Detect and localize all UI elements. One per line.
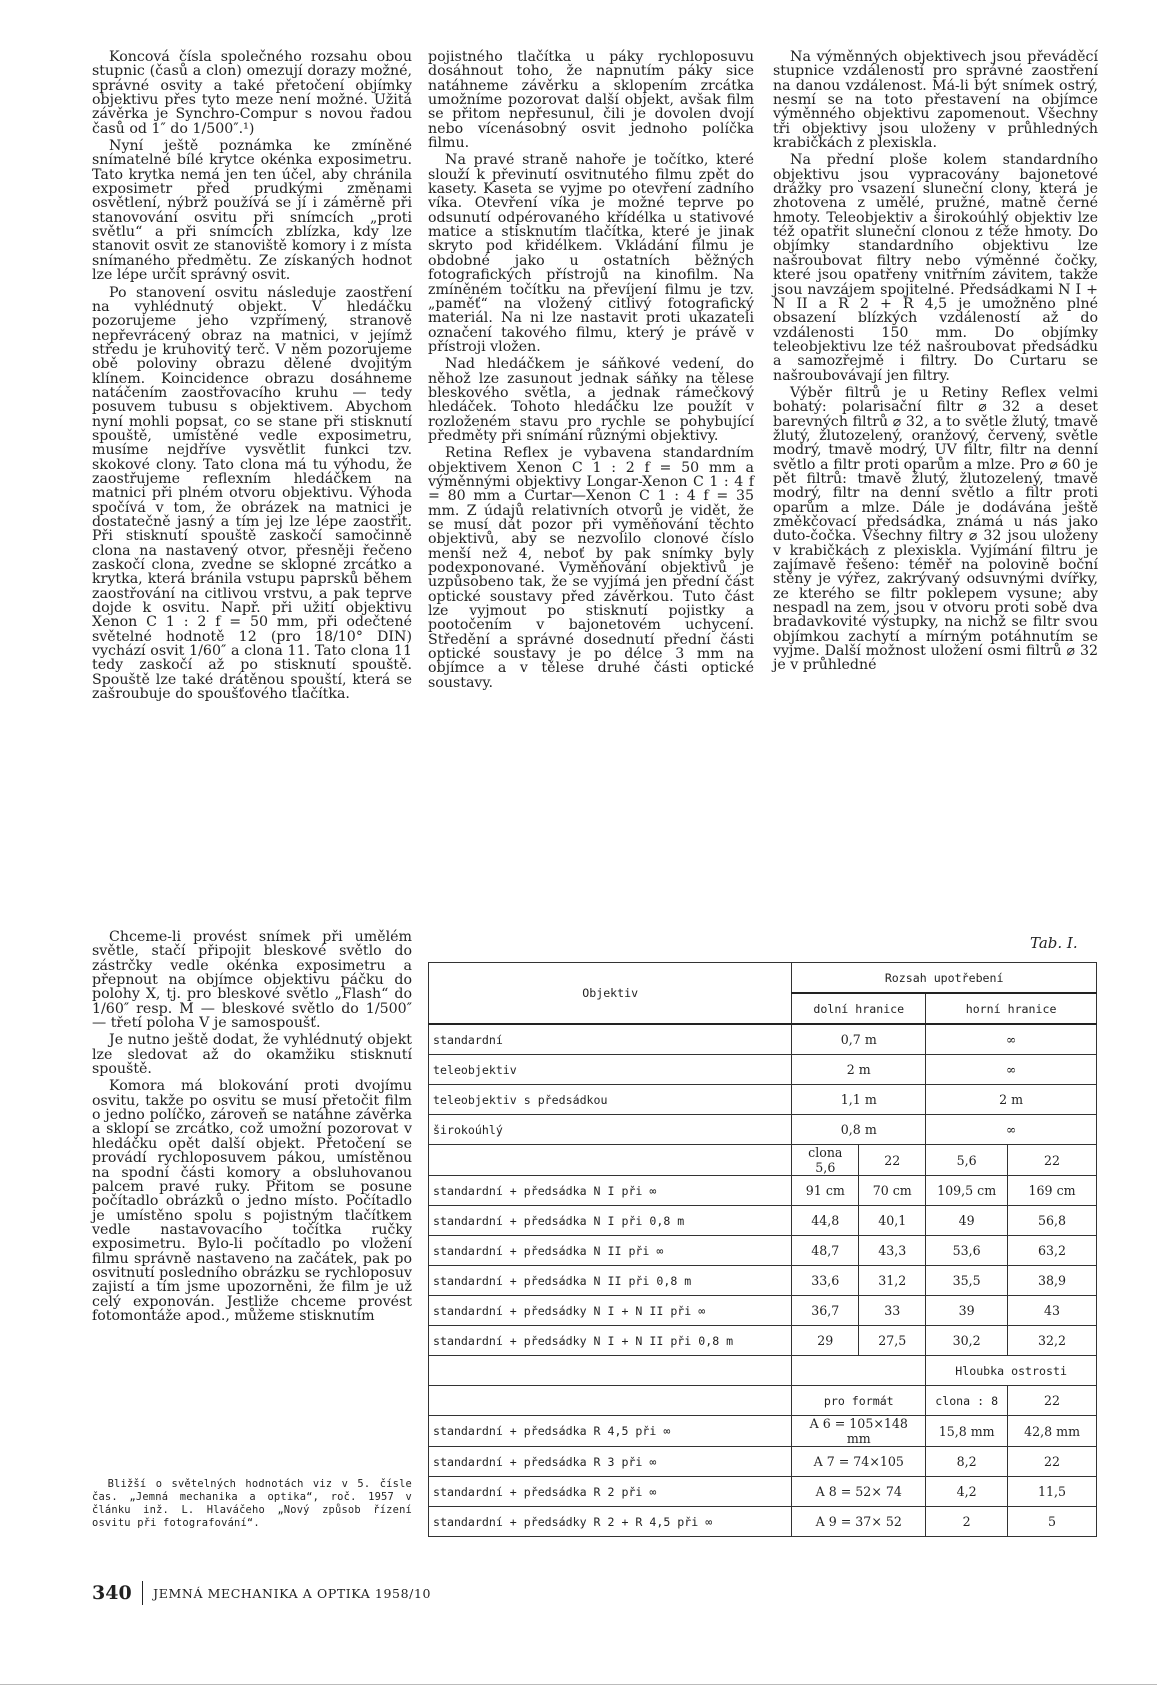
cell: 5,6 — [926, 1145, 1008, 1176]
cell: 53,6 — [926, 1236, 1008, 1266]
cell: 31,2 — [859, 1266, 926, 1296]
row-name: standardní + předsádka R 3 při ∞ — [429, 1447, 792, 1477]
cell: 56,8 — [1008, 1206, 1097, 1236]
paragraph: Nad hledáčkem je sáňkové vedení, do něhož lze zasunout jednak sáňky na tělese bleskového světla, a jednak rámečkový hledáček. Tohoto hledáčku lze použít v rozloženém stavu pro rychle se pohybující předměty při snímání různými objektivy. — [428, 356, 754, 444]
header-22: 22 — [1008, 1386, 1097, 1416]
cell: 2 — [926, 1507, 1008, 1537]
paragraph: Na přední ploše kolem standardního objektivu jsou vypracovány bajonetové drážky pro vsazení sluneční clony, která je zhotovena z umělé, pružné, matně černé hmoty. Teleobjektiv a širokoúhlý objektiv lze též opatřit sluneční clonou z téže hmoty. Do objímky standardního objektivu lze našroubovat filtry nebo výměnné čočky, které jsou opatřeny vnitřním závitem, takže jsou navzájem spojitelné. Předsádkami N I + N II a R 2 + R 4,5 je umožněno plné obsazení blízkých vzdáleností až do vzdálenosti 150 mm. Do objímky teleobjektivu lze též našroubovat předsádku a samozřejmě i filtry. Do Curtaru se našroubovávají jen filtry. — [773, 152, 1098, 384]
footnote-text: Bližší o světelných hodnotách viz v 5. čísle čas. „Jemná mechanika a optika“, roč. 1957 v článku inž. L. Hlaváčeho „Nový způsob řízení osvitu při fotografování“. — [92, 1478, 412, 1529]
table-subheader-row — [429, 1356, 1097, 1386]
cell: 33 — [859, 1296, 926, 1326]
cell: 11,5 — [1008, 1477, 1097, 1507]
row-name: standardní + předsádka N II při 0,8 m — [429, 1266, 792, 1296]
cell: 0,7 m — [792, 1024, 926, 1055]
cell: 4,2 — [926, 1477, 1008, 1507]
cell: 8,2 — [926, 1447, 1008, 1477]
cell: 30,2 — [926, 1326, 1008, 1356]
cell: 2 m — [792, 1055, 926, 1085]
row-name: standardní + předsádka R 4,5 při ∞ — [429, 1416, 792, 1447]
paragraph: Chceme-li provést snímek při umělém světle, stačí připojit bleskové světlo do zástrčky vedle okénka exposimetru a přepnout na objímce objektivu páčku do polohy X, tj. pro bleskové světlo „Flash“ do 1/60″ resp. M — bleskové světlo do 1/500″ — třetí poloha V je samospoušť. — [92, 929, 412, 1032]
cell: 33,6 — [792, 1266, 859, 1296]
cell: 0,8 m — [792, 1115, 926, 1145]
footnote — [92, 1478, 412, 1530]
cell: ∞ — [926, 1055, 1097, 1085]
cell: ∞ — [926, 1115, 1097, 1145]
cell: 109,5 cm — [926, 1176, 1008, 1206]
cell: 169 cm — [1008, 1176, 1097, 1206]
table-row — [429, 1085, 1097, 1115]
header-clona8: clona : 8 — [926, 1386, 1008, 1416]
table-row — [429, 1477, 1097, 1507]
text-column-middle — [428, 50, 754, 690]
header-proformat: pro formát — [792, 1386, 926, 1416]
cell: A 7 = 74×105 — [792, 1447, 926, 1477]
table-row — [429, 1296, 1097, 1326]
cell: 5 — [1008, 1507, 1097, 1537]
row-name: teleobjektiv — [429, 1055, 792, 1085]
row-name: standardní + předsádka N II při ∞ — [429, 1236, 792, 1266]
cell: 44,8 — [792, 1206, 859, 1236]
paragraph: Výběr filtrů je u Retiny Reflex velmi bohatý: polarisační filtr ⌀ 32 a deset barevných filtrů ⌀ 32, a to světle žlutý, tmavě žlutý, žlutozelený, oranžový, červený, světle modrý, tmavě modrý, UV filtr, filtr na denní světlo a filtr proti oparům a mlze. Pro ⌀ 60 je pět filtrů: tmavě žlutý, žlutozelený, tmavě modrý, filtr na denní světlo a filtr proti oparům a mlze. Dále je dodávána ještě změkčovací předsádka, známá u nás jako duto-čočka. Všechny filtry ⌀ 32 jsou uloženy v krabičkách z plexiskla. Vyjímání filtru je zajímavě řešeno: téměř na polovině boční stěny je výřez, zakrývaný odsuvnými dvířky, ze kterého se filtr poklepem vysune; aby nespadl na zem, jsou v otvoru proti sobě dva bradavkovité výstupky, na nichž se filtr svou objímkou zachytí a mírným potáhnutím se vyjme. Další možnost uložení osmi filtrů ⌀ 32 je v průhledné — [773, 384, 1098, 674]
table-label: Tab. I. — [1030, 934, 1078, 952]
cell: 40,1 — [859, 1206, 926, 1236]
row-name: standardní + předsádky R 2 + R 4,5 při ∞ — [429, 1507, 792, 1537]
cell: 42,8 mm — [1008, 1416, 1097, 1447]
page-number: 340 — [92, 1582, 132, 1604]
header-dolni: dolní hranice — [792, 993, 926, 1024]
paragraph: Na pravé straně nahoře je točítko, které slouží k převinutí osvitnutého filmu zpět do kasety. Kaseta se vyjme po otevření zadního víka. Otevření víka je možné teprve po odsunutí odpérovaného křídélka u stativové matice a stisknutím tlačítka, které je jinak skryto pod křidélkem. Vkládání filmu je obdobné jako u ostatních běžných fotografických přístrojů na kinofilm. Na zmíněném točítku na převíjení filmu je tzv. „paměť“ na vložený citlivý fotografický materiál. Na ni lze nastavit proti ukazateli označení takového filmu, který je právě v přístroji vložen. — [428, 152, 754, 355]
cell: A 8 = 52× 74 — [792, 1477, 926, 1507]
table-row — [429, 1176, 1097, 1206]
cell: 22 — [1008, 1145, 1097, 1176]
row-name: teleobjektiv s předsádkou — [429, 1085, 792, 1115]
table-row — [429, 1115, 1097, 1145]
paragraph: Po stanovení osvitu následuje zaostření na vyhlédnutý objekt. V hledáčku pozorujeme jeho vzpřímený, stranově nepřevrácený obraz na matnici, v jejímž středu je kruhovitý terč. V něm pozorujeme obě poloviny obrazu dělené dvojitým klínem. Koincidence obrazu dosáhneme natáčením zaostřovacího kruhu — tedy posuvem tubusu s objektivem. Abychom nyní mohli popsat, co se stane při stisknutí spouště, umístěné vedle exposimetru, musíme nejdříve vysvětlit funkci tzv. skokové clony. Tato clona má tu výhodu, že zaostřujeme reflexním hledáčkem na matnici při plném otvoru objektivu. Výhoda spočívá v tom, že obrázek na matnici je dostatečně jasný a tím jej lze lépe zaostřit. Při stisknutí spouště zaskočí samočinně clona na nastavený otvor, přesněji řečeno zaskočí clona, zvedne se sklopné zrcátko a krytka, která bránila vstupu paprsků během zaostřování na citlivou vrstvu, a pak teprve dojde k osvitu. Např. při užití objektivu Xenon C 1 : 2 f = 50 mm, při odečtené světelné hodnotě 12 (pro 18/10° DIN) vychází osvit 1/60″ a clona 11. Tato clona 11 tedy zaskočí až po stisknutí spouště. Spouště lze také drátěnou spouští, která se zašroubuje do spoušťového tlačítka. — [92, 284, 412, 703]
table-row — [429, 1206, 1097, 1236]
page-footer — [92, 1579, 792, 1607]
row-name: standardní + předsádky N I + N II při ∞ — [429, 1296, 792, 1326]
paragraph: Retina Reflex je vybavena standardním objektivem Xenon C 1 : 2 f = 50 mm a výměnnými objektivy Longar-Xenon C 1 : 4 f = 80 mm a Curtar—Xenon C 1 : 4 f = 35 mm. Z údajů relativních otvorů je vidět, že se musí dát pozor při vyměňování těchto objektivů, aby se nezvolilo clonové číslo menší než 4, neboť by pak snímky byly podexponované. Vyměňování objektivů je uzpůsobeno tak, že se vyjímá jen přední část optické soustavy před závěrkou. Tuto část lze vyjmout po stisknutí pojistky a pootočením v bajonetovém uchycení. Středění a správné dosednutí přední části optické soustavy je po délce 3 mm na objímce a v tělese druhé části optické soustavy. — [428, 445, 754, 691]
row-name: standardní + předsádky N I + N II při 0,8 m — [429, 1326, 792, 1356]
paragraph: Na výměnných objektivech jsou převáděcí stupnice vzdáleností pro správné zaostření na danou vzdálenost. Má-li být snímek ostrý, nesmí se na toto přestavení na objímce výměnného objektivu zapomenout. Všechny tři objektivy jsou uloženy v průhledných krabičkách z plexiskla. — [773, 49, 1098, 152]
cell: ∞ — [926, 1024, 1097, 1055]
cell: 43,3 — [859, 1236, 926, 1266]
cell: 2 m — [926, 1085, 1097, 1115]
lens-table — [428, 962, 1097, 1537]
paragraph: Je nutno ještě dodat, že vyhlédnutý objekt lze sledovat až do okamžiku stisknutí spouště. — [92, 1032, 412, 1078]
cell: 49 — [926, 1206, 1008, 1236]
empty-cell — [429, 1386, 792, 1416]
cell: 43 — [1008, 1296, 1097, 1326]
row-name: standardní + předsádka N I při ∞ — [429, 1176, 792, 1206]
cell: 39 — [926, 1296, 1008, 1326]
table-row — [429, 1266, 1097, 1296]
cell: 36,7 — [792, 1296, 859, 1326]
header-hloubka: Hloubka ostrosti — [926, 1356, 1097, 1386]
row-name: širokoúhlý — [429, 1115, 792, 1145]
cell: 91 cm — [792, 1176, 859, 1206]
header-rozsah: Rozsah upotřebení — [792, 963, 1097, 994]
cell: 15,8 mm — [926, 1416, 1008, 1447]
cell: 22 — [859, 1145, 926, 1176]
table-row — [429, 1236, 1097, 1266]
table-row — [429, 1416, 1097, 1447]
row-name: standardní — [429, 1024, 792, 1055]
cell: 63,2 — [1008, 1236, 1097, 1266]
table-row — [429, 1055, 1097, 1085]
cell: 48,7 — [792, 1236, 859, 1266]
empty-cell — [792, 1356, 926, 1386]
cell: 38,9 — [1008, 1266, 1097, 1296]
table-row — [429, 1024, 1097, 1055]
row-name: standardní + předsádka R 2 při ∞ — [429, 1477, 792, 1507]
text-column-left-bottom — [92, 930, 412, 1323]
text-column-left-top — [92, 50, 412, 701]
row-name: standardní + předsádka N I při 0,8 m — [429, 1206, 792, 1236]
cell: 1,1 m — [792, 1085, 926, 1115]
paragraph: Nyní ještě poznámka ke zmíněné snímatelné bílé krytce okénka exposimetru. Tato krytka nemá jen ten účel, aby chránila exposimetr před prudkými změnami osvětlení, nýbrž používá se jí i záměrně při stanovování osvitu při snímcích „proti světlu“ a při snímcích zblízka, kdy lze stanovit osvit ze stanoviště komory i z místa snímaného předmětu. Ze získaných hodnot lze lépe určit správný osvit. — [92, 138, 412, 284]
empty-cell — [429, 1356, 792, 1386]
cell: A 9 = 37× 52 — [792, 1507, 926, 1537]
table-subheader-row — [429, 1386, 1097, 1416]
journal-title: JEMNÁ MECHANIKA A OPTIKA 1958/10 — [153, 1585, 432, 1601]
cell: 22 — [1008, 1447, 1097, 1477]
header-horni: horní hranice — [926, 993, 1097, 1024]
table-row — [429, 1447, 1097, 1477]
table-header-row — [429, 963, 1097, 994]
table-row — [429, 1507, 1097, 1537]
bottom-rule — [0, 1684, 1157, 1685]
cell: A 6 = 105×148 mm — [792, 1416, 926, 1447]
header-objektiv: Objektiv — [429, 963, 792, 1025]
paragraph: Komora má blokování proti dvojímu osvitu, takže po osvitu se musí přetočit film o jedno políčko, zároveň se natáhne závěrka a sklopí se zrcátko, což umožní pozorovat v hledáčku opět další objekt. Přetočení se provádí rychloposuvem pákou, umístěnou na spodní části komory a obsluhovanou palcem pravé ruky. Přitom se posune počítadlo obrázků o jedno místo. Počítadlo je umístěno spolu s pojistným tlačítkem vedle nastavovacího točítka ručky exposimetru. Bylo-li počítadlo po vložení filmu správně nastaveno na začátek, pak po osvitnutí posledního obrázku se rychloposuv zajistí a tím jsme upozorněni, že film je už celý exponován. Jestliže chceme provést fotomontáže apod., můžeme stisknutím — [92, 1078, 412, 1324]
cell: 70 cm — [859, 1176, 926, 1206]
paragraph: Koncová čísla společného rozsahu obou stupnic (časů a clon) omezují dorazy možné, správné osvity a také přetočení objímky objektivu přes tyto meze není možné. Užitá závěrka je Synchro-Compur s novou řadou časů od 1″ do 1/500″.¹) — [92, 49, 412, 137]
cell: clona 5,6 — [792, 1145, 859, 1176]
table-row — [429, 1326, 1097, 1356]
empty-cell — [429, 1145, 792, 1176]
cell: 32,2 — [1008, 1326, 1097, 1356]
table-subheader-row — [429, 1145, 1097, 1176]
paragraph: pojistného tlačítka u páky rychloposuvu dosáhnout toho, že napnutím páky sice natáhneme závěrku a sklopením zrcátka umožníme pozorovat další objekt, avšak film se přitom nepřesunul, čili je dovolen dvojí nebo vícenásobný osvit jednoho políčka filmu. — [428, 49, 754, 152]
text-column-right — [773, 50, 1098, 673]
cell: 35,5 — [926, 1266, 1008, 1296]
divider — [142, 1581, 144, 1605]
cell: 27,5 — [859, 1326, 926, 1356]
cell: 29 — [792, 1326, 859, 1356]
